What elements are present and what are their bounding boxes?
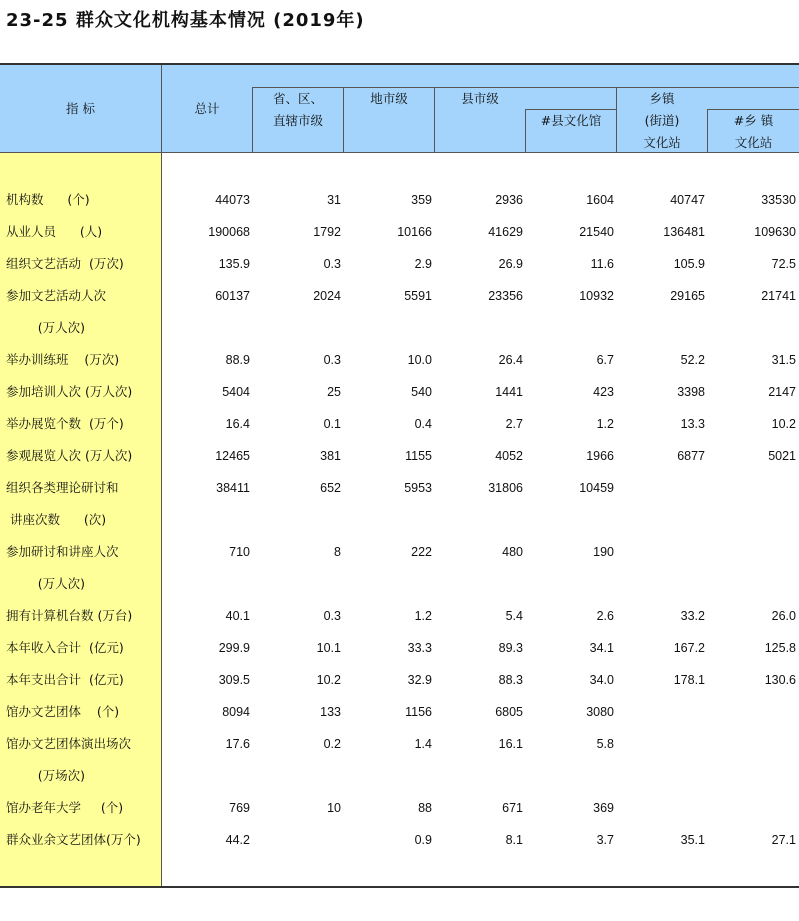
table-row: [0, 792, 799, 824]
table-cell: 2.6: [596, 609, 614, 623]
table-cell: 26.9: [498, 257, 523, 271]
header-provincial-line1: 省、区、: [272, 91, 323, 106]
row-label: 馆办文艺团体 (个): [6, 704, 120, 719]
table-cell: 5021: [768, 449, 796, 463]
table-cell: 135.9: [218, 257, 250, 271]
table-cell: 27.1: [771, 833, 796, 847]
row-label: 举办训练班 (万次): [6, 352, 120, 367]
table-cell: 25: [327, 385, 341, 399]
row-label: 参观展览人次 (万人次): [6, 448, 133, 463]
table-cell: 5.4: [505, 609, 523, 623]
row-label: 从业人员 (人): [6, 224, 103, 239]
table-cell: 2936: [495, 193, 523, 207]
table-cell: 33.3: [407, 641, 432, 655]
table-cell: 480: [502, 545, 523, 559]
table-cell: 33530: [761, 193, 796, 207]
row-label: 拥有计算机台数 (万台): [6, 608, 133, 623]
table-cell: 44.2: [225, 833, 250, 847]
table-cell: 5953: [404, 481, 432, 495]
table-cell: 381: [320, 449, 341, 463]
table-row: [0, 824, 799, 856]
row-label: (万人次): [6, 320, 86, 335]
table-cell: 1792: [313, 225, 341, 239]
table-cell: 309.5: [218, 673, 250, 687]
row-label: 参加文艺活动人次: [6, 288, 107, 303]
table-cell: 423: [593, 385, 614, 399]
table-cell: 1.2: [414, 609, 432, 623]
row-label: 参加培训人次 (万人次): [6, 384, 133, 399]
table-cell: 299.9: [218, 641, 250, 655]
table-cell: 21741: [761, 289, 796, 303]
header-county-culture-center: #县文化馆: [540, 113, 602, 128]
row-label: 群众业余文艺团体(万个): [6, 832, 141, 847]
header-county: 县市级: [461, 91, 499, 106]
table-cell: 136481: [663, 225, 705, 239]
table-row: [0, 376, 799, 408]
table-cell: 23356: [488, 289, 523, 303]
table-cell: 41629: [488, 225, 523, 239]
table-row: [0, 440, 799, 472]
table-cell: 40747: [670, 193, 705, 207]
table-row: [0, 664, 799, 696]
header-total: 总计: [194, 101, 220, 116]
table-cell: 12465: [215, 449, 250, 463]
table-header: [0, 65, 799, 153]
table-cell: 2.9: [414, 257, 432, 271]
table-cell: 10: [327, 801, 341, 815]
table-cell: 6877: [677, 449, 705, 463]
table-row: [0, 504, 799, 536]
table-cell: 1.2: [596, 417, 614, 431]
table-cell: 190: [593, 545, 614, 559]
table-cell: 5.8: [596, 737, 614, 751]
header-township-station-line2: 文化站: [734, 135, 773, 150]
table-cell: 105.9: [673, 257, 705, 271]
table-cell: 32.9: [407, 673, 432, 687]
table-cell: 1441: [495, 385, 523, 399]
header-indicator: 指 标: [66, 101, 95, 116]
table-row: [0, 728, 799, 760]
table-cell: 2147: [768, 385, 796, 399]
table-cell: 72.5: [771, 257, 796, 271]
table-cell: 26.4: [498, 353, 523, 367]
table-cell: 540: [411, 385, 432, 399]
table-cell: 671: [502, 801, 523, 815]
table-row: [0, 696, 799, 728]
table-row: [0, 344, 799, 376]
table-cell: 10459: [579, 481, 614, 495]
table-cell: 167.2: [673, 641, 705, 655]
table-cell: 710: [229, 545, 250, 559]
row-label: 本年收入合计 (亿元): [6, 640, 124, 655]
table-cell: 38411: [216, 481, 250, 495]
table-cell: 13.3: [680, 417, 705, 431]
table-cell: 16.1: [498, 737, 523, 751]
table-cell: 0.9: [414, 833, 432, 847]
table-cell: 17.6: [225, 737, 250, 751]
table-cell: 1966: [586, 449, 614, 463]
table-cell: 4052: [495, 449, 523, 463]
table-cell: 0.3: [323, 609, 341, 623]
table-cell: 6.7: [596, 353, 614, 367]
table-cell: 652: [320, 481, 341, 495]
table-cell: 26.0: [771, 609, 796, 623]
header-township-line1: 乡镇: [649, 91, 675, 106]
table-row: [0, 408, 799, 440]
table-row: [0, 600, 799, 632]
row-label: 讲座次数 (次): [6, 512, 107, 527]
table-cell: 10932: [579, 289, 614, 303]
table-cell: 88.3: [498, 673, 523, 687]
table-cell: 3.7: [596, 833, 614, 847]
table-row: [0, 472, 799, 504]
table-cell: 369: [593, 801, 614, 815]
table-cell: 33.2: [680, 609, 705, 623]
table-cell: 1604: [586, 193, 614, 207]
row-label: 本年支出合计 (亿元): [6, 672, 124, 687]
table-row: [0, 632, 799, 664]
table-cell: 0.1: [323, 417, 341, 431]
table-cell: 44073: [215, 193, 250, 207]
table-cell: 34.1: [589, 641, 614, 655]
table-cell: 52.2: [680, 353, 705, 367]
table-cell: 10166: [397, 225, 432, 239]
table-cell: 1156: [405, 705, 432, 719]
table-cell: 359: [411, 193, 432, 207]
table-cell: 6805: [495, 705, 523, 719]
table-row: [0, 216, 799, 248]
table-row: [0, 568, 799, 600]
header-township-station-line1: #乡 镇: [733, 113, 774, 128]
table-cell: 0.3: [323, 353, 341, 367]
table-cell: 8.1: [505, 833, 523, 847]
table-cell: 125.8: [764, 641, 796, 655]
table-row: [0, 760, 799, 792]
table-cell: 10.1: [316, 641, 341, 655]
table-cell: 1155: [405, 449, 432, 463]
table-cell: 5404: [222, 385, 250, 399]
row-label: 组织文艺活动 (万次): [6, 256, 124, 271]
page-title: 23-25 群众文化机构基本情况 (2019年): [6, 10, 365, 31]
table-cell: 0.2: [323, 737, 341, 751]
row-label: (万场次): [6, 768, 86, 783]
table-cell: 1.4: [414, 737, 432, 751]
table-bottom-rule: [0, 886, 799, 888]
row-label: 举办展览个数 (万个): [6, 416, 124, 431]
table-cell: 130.6: [764, 673, 796, 687]
table-cell: 21540: [579, 225, 614, 239]
header-prefecture: 地市级: [370, 91, 408, 106]
table-cell: 222: [411, 545, 432, 559]
table-cell: 190068: [208, 225, 250, 239]
table-cell: 10.2: [316, 673, 341, 687]
table-row: [0, 248, 799, 280]
row-label: 机构数 (个): [6, 192, 90, 207]
table-cell: 88.9: [225, 353, 250, 367]
table-cell: 0.3: [323, 257, 341, 271]
table-row: [0, 184, 799, 216]
table-cell: 11.6: [590, 257, 614, 271]
table-cell: 10.0: [407, 353, 432, 367]
header-provincial-line2: 直辖市级: [272, 113, 323, 128]
row-label: 馆办文艺团体演出场次: [6, 736, 132, 751]
table-cell: 3080: [586, 705, 614, 719]
table-cell: 88: [418, 801, 432, 815]
table-cell: 31: [327, 193, 341, 207]
table-cell: 16.4: [225, 417, 250, 431]
table-cell: 10.2: [771, 417, 796, 431]
table-cell: 2024: [313, 289, 341, 303]
header-township-line2: (街道): [644, 113, 680, 128]
table-cell: 31.5: [771, 353, 796, 367]
table-cell: 133: [320, 705, 341, 719]
row-label: 馆办老年大学 (个): [6, 800, 124, 815]
table-cell: 8: [334, 545, 341, 559]
table-cell: 89.3: [498, 641, 523, 655]
table-cell: 0.4: [414, 417, 432, 431]
table-cell: 3398: [677, 385, 705, 399]
table-cell: 109630: [754, 225, 796, 239]
table-row: [0, 280, 799, 312]
table-cell: 5591: [404, 289, 432, 303]
table-cell: 8094: [222, 705, 250, 719]
header-township-line3: 文化站: [643, 135, 681, 150]
table-row: [0, 536, 799, 568]
table-cell: 178.1: [673, 673, 705, 687]
table-cell: 60137: [215, 289, 250, 303]
table-cell: 40.1: [225, 609, 250, 623]
table-cell: 34.0: [589, 673, 614, 687]
table-cell: 29165: [670, 289, 705, 303]
table-cell: 769: [229, 801, 250, 815]
row-label: 组织各类理论研讨和: [6, 480, 119, 495]
row-label: 参加研讨和讲座人次: [6, 544, 119, 559]
table-cell: 35.1: [680, 833, 705, 847]
table-cell: 2.7: [505, 417, 523, 431]
table-row: [0, 312, 799, 344]
table-cell: 31806: [488, 481, 523, 495]
row-label: (万人次): [6, 576, 86, 591]
